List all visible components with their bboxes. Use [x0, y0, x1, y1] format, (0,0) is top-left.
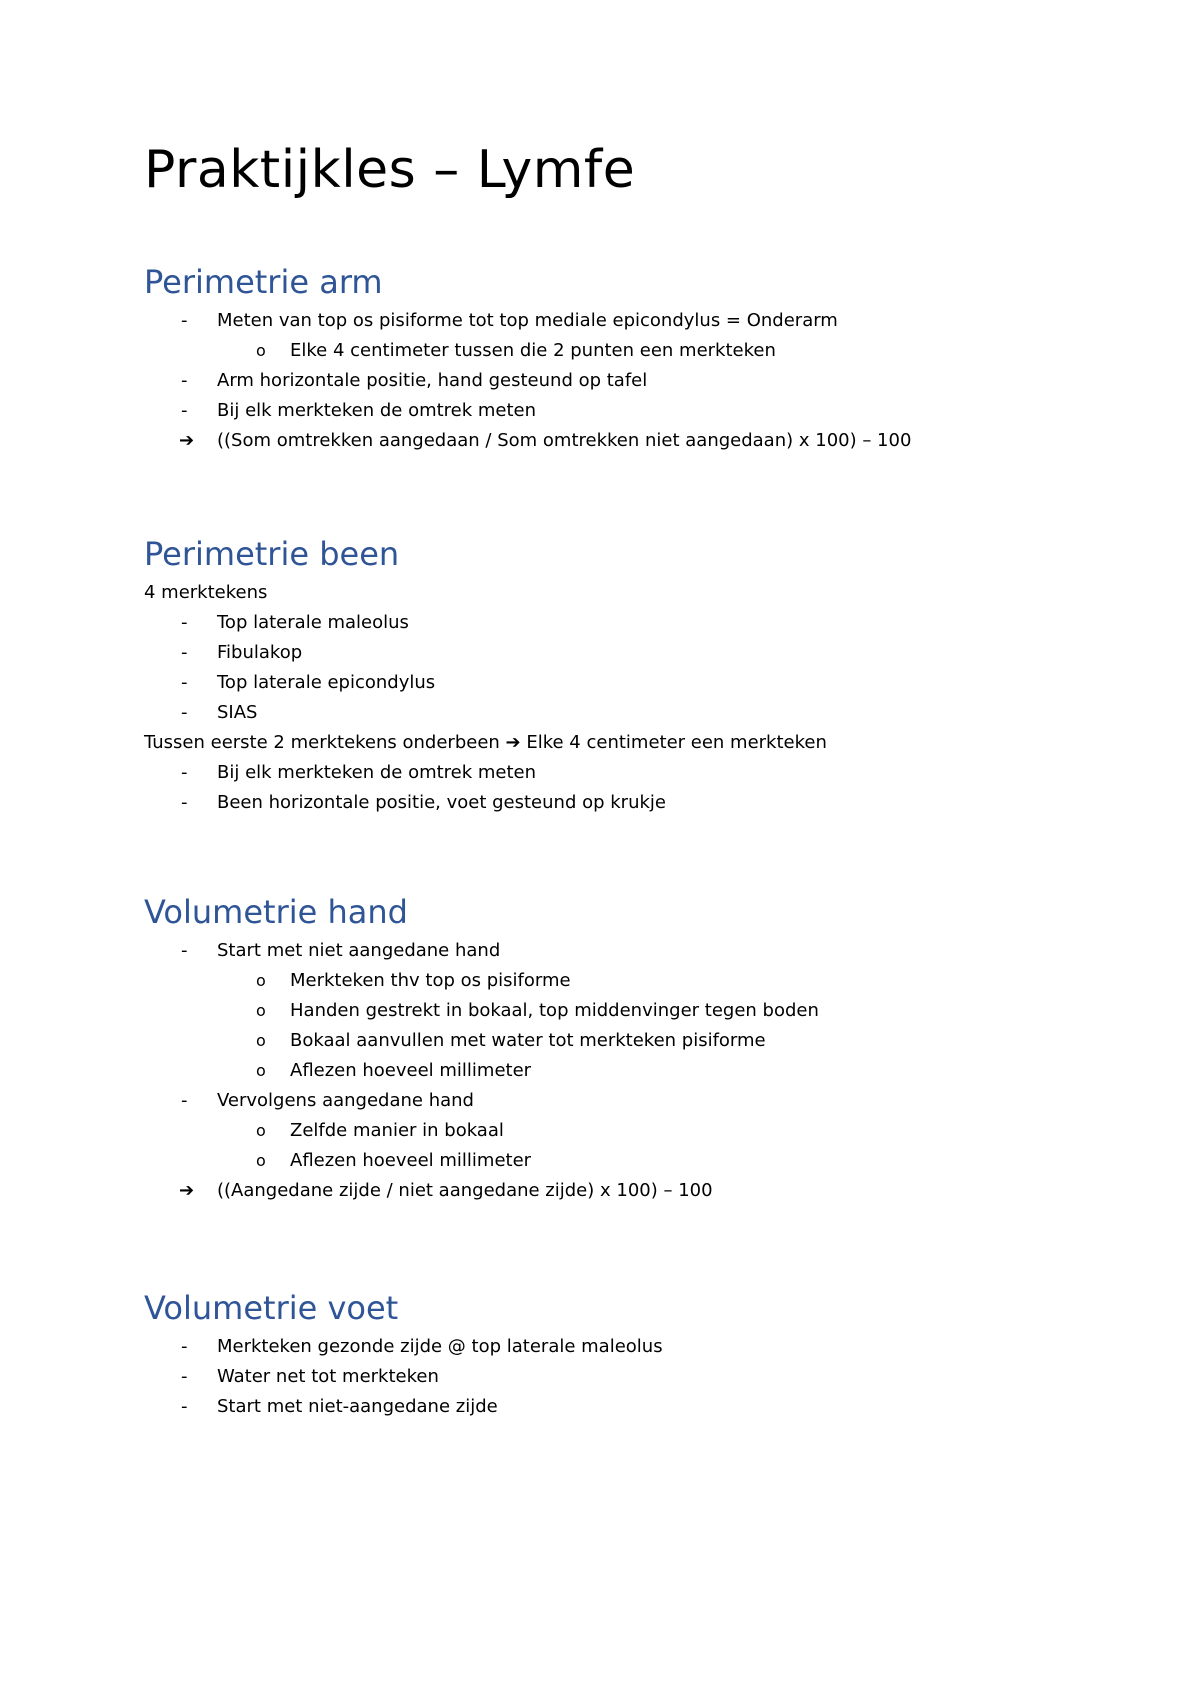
bullet-item: [144, 1086, 1144, 1116]
section-perimetrie-arm: [144, 262, 1144, 456]
circle-marker: o: [256, 1151, 266, 1170]
section-volumetrie-hand: [144, 892, 1144, 1206]
bullet-item: [144, 396, 1144, 426]
bullet-item: [144, 306, 1144, 336]
bullet-text: Top laterale maleolus: [217, 612, 409, 633]
bullet-text: Start met niet-aangedane zijde: [217, 1396, 498, 1417]
bullet-item: [144, 788, 1144, 818]
dash-marker: -: [181, 1336, 188, 1357]
bullet-item: [144, 698, 1144, 728]
bullet-text: Top laterale epicondylus: [217, 672, 436, 693]
bullet-text: Arm horizontale positie, hand gesteund op tafel: [217, 370, 648, 391]
bullet-text: Bokaal aanvullen met water tot merkteken pisiforme: [290, 1030, 766, 1051]
dash-marker: -: [181, 642, 188, 663]
paragraph-text: Tussen eerste 2 merktekens onderbeen ➔ Elke 4 centimeter een merkteken: [144, 732, 827, 753]
circle-marker: o: [256, 341, 266, 360]
arrow-right-icon: ➔: [179, 430, 195, 451]
bullet-item: [144, 758, 1144, 788]
dash-marker: -: [181, 762, 188, 783]
bullet-text: Aflezen hoeveel millimeter: [290, 1060, 532, 1081]
sub-bullet-item: [144, 336, 1144, 366]
section-heading: Volumetrie hand: [144, 893, 408, 931]
bullet-text: Handen gestrekt in bokaal, top middenvinger tegen boden: [290, 1000, 819, 1021]
sub-bullet-item: [144, 1026, 1144, 1056]
dash-marker: -: [181, 1396, 188, 1417]
bullet-item: [144, 1362, 1144, 1392]
section-volumetrie-voet: [144, 1288, 1144, 1422]
bullet-text: Merkteken gezonde zijde @ top laterale maleolus: [217, 1336, 663, 1357]
dash-marker: -: [181, 940, 188, 961]
bullet-text: Zelfde manier in bokaal: [290, 1120, 504, 1141]
section-heading: Perimetrie been: [144, 535, 400, 573]
bullet-item: [144, 638, 1144, 668]
paragraph-text: 4 merktekens: [144, 582, 268, 603]
circle-marker: o: [256, 1121, 266, 1140]
circle-marker: o: [256, 1031, 266, 1050]
bullet-item: [144, 608, 1144, 638]
circle-marker: o: [256, 1061, 266, 1080]
formula-text: ((Som omtrekken aangedaan / Som omtrekken niet aangedaan) x 100) – 100: [217, 430, 912, 451]
paragraph-line: [144, 578, 1144, 608]
dash-marker: -: [181, 612, 188, 633]
bullet-text: Bij elk merkteken de omtrek meten: [217, 400, 537, 421]
bullet-text: Bij elk merkteken de omtrek meten: [217, 762, 537, 783]
formula-item: [144, 426, 1144, 456]
circle-marker: o: [256, 971, 266, 990]
section-heading: Perimetrie arm: [144, 263, 383, 301]
dash-marker: -: [181, 672, 188, 693]
bullet-item: [144, 366, 1144, 396]
bullet-text: Water net tot merkteken: [217, 1366, 439, 1387]
dash-marker: -: [181, 702, 188, 723]
bullet-text: Fibulakop: [217, 642, 303, 663]
sub-bullet-item: [144, 996, 1144, 1026]
bullet-text: Meten van top os pisiforme tot top mediale epicondylus = Onderarm: [217, 310, 838, 331]
circle-marker: o: [256, 1001, 266, 1020]
page-title: Praktijkles – Lymfe: [144, 140, 636, 200]
dash-marker: -: [181, 1366, 188, 1387]
formula-item: [144, 1176, 1144, 1206]
sub-bullet-item: [144, 1146, 1144, 1176]
bullet-item: [144, 1332, 1144, 1362]
dash-marker: -: [181, 370, 188, 391]
bullet-text: Vervolgens aangedane hand: [217, 1090, 474, 1111]
bullet-text: Been horizontale positie, voet gesteund op krukje: [217, 792, 666, 813]
bullet-text: Aflezen hoeveel millimeter: [290, 1150, 532, 1171]
bullet-item: [144, 936, 1144, 966]
bullet-item: [144, 1392, 1144, 1422]
dash-marker: -: [181, 400, 188, 421]
section-heading: Volumetrie voet: [144, 1289, 399, 1327]
sub-bullet-item: [144, 966, 1144, 996]
bullet-text: Start met niet aangedane hand: [217, 940, 501, 961]
sub-bullet-item: [144, 1116, 1144, 1146]
dash-marker: -: [181, 310, 188, 331]
bullet-text: Elke 4 centimeter tussen die 2 punten een merkteken: [290, 340, 776, 361]
formula-text: ((Aangedane zijde / niet aangedane zijde) x 100) – 100: [217, 1180, 713, 1201]
bullet-text: Merkteken thv top os pisiforme: [290, 970, 571, 991]
bullet-text: SIAS: [217, 702, 258, 723]
dash-marker: -: [181, 1090, 188, 1111]
dash-marker: -: [181, 792, 188, 813]
arrow-right-icon: ➔: [179, 1180, 195, 1201]
section-perimetrie-been: [144, 534, 1144, 818]
bullet-item: [144, 668, 1144, 698]
sub-bullet-item: [144, 1056, 1144, 1086]
paragraph-line: [144, 728, 1144, 758]
